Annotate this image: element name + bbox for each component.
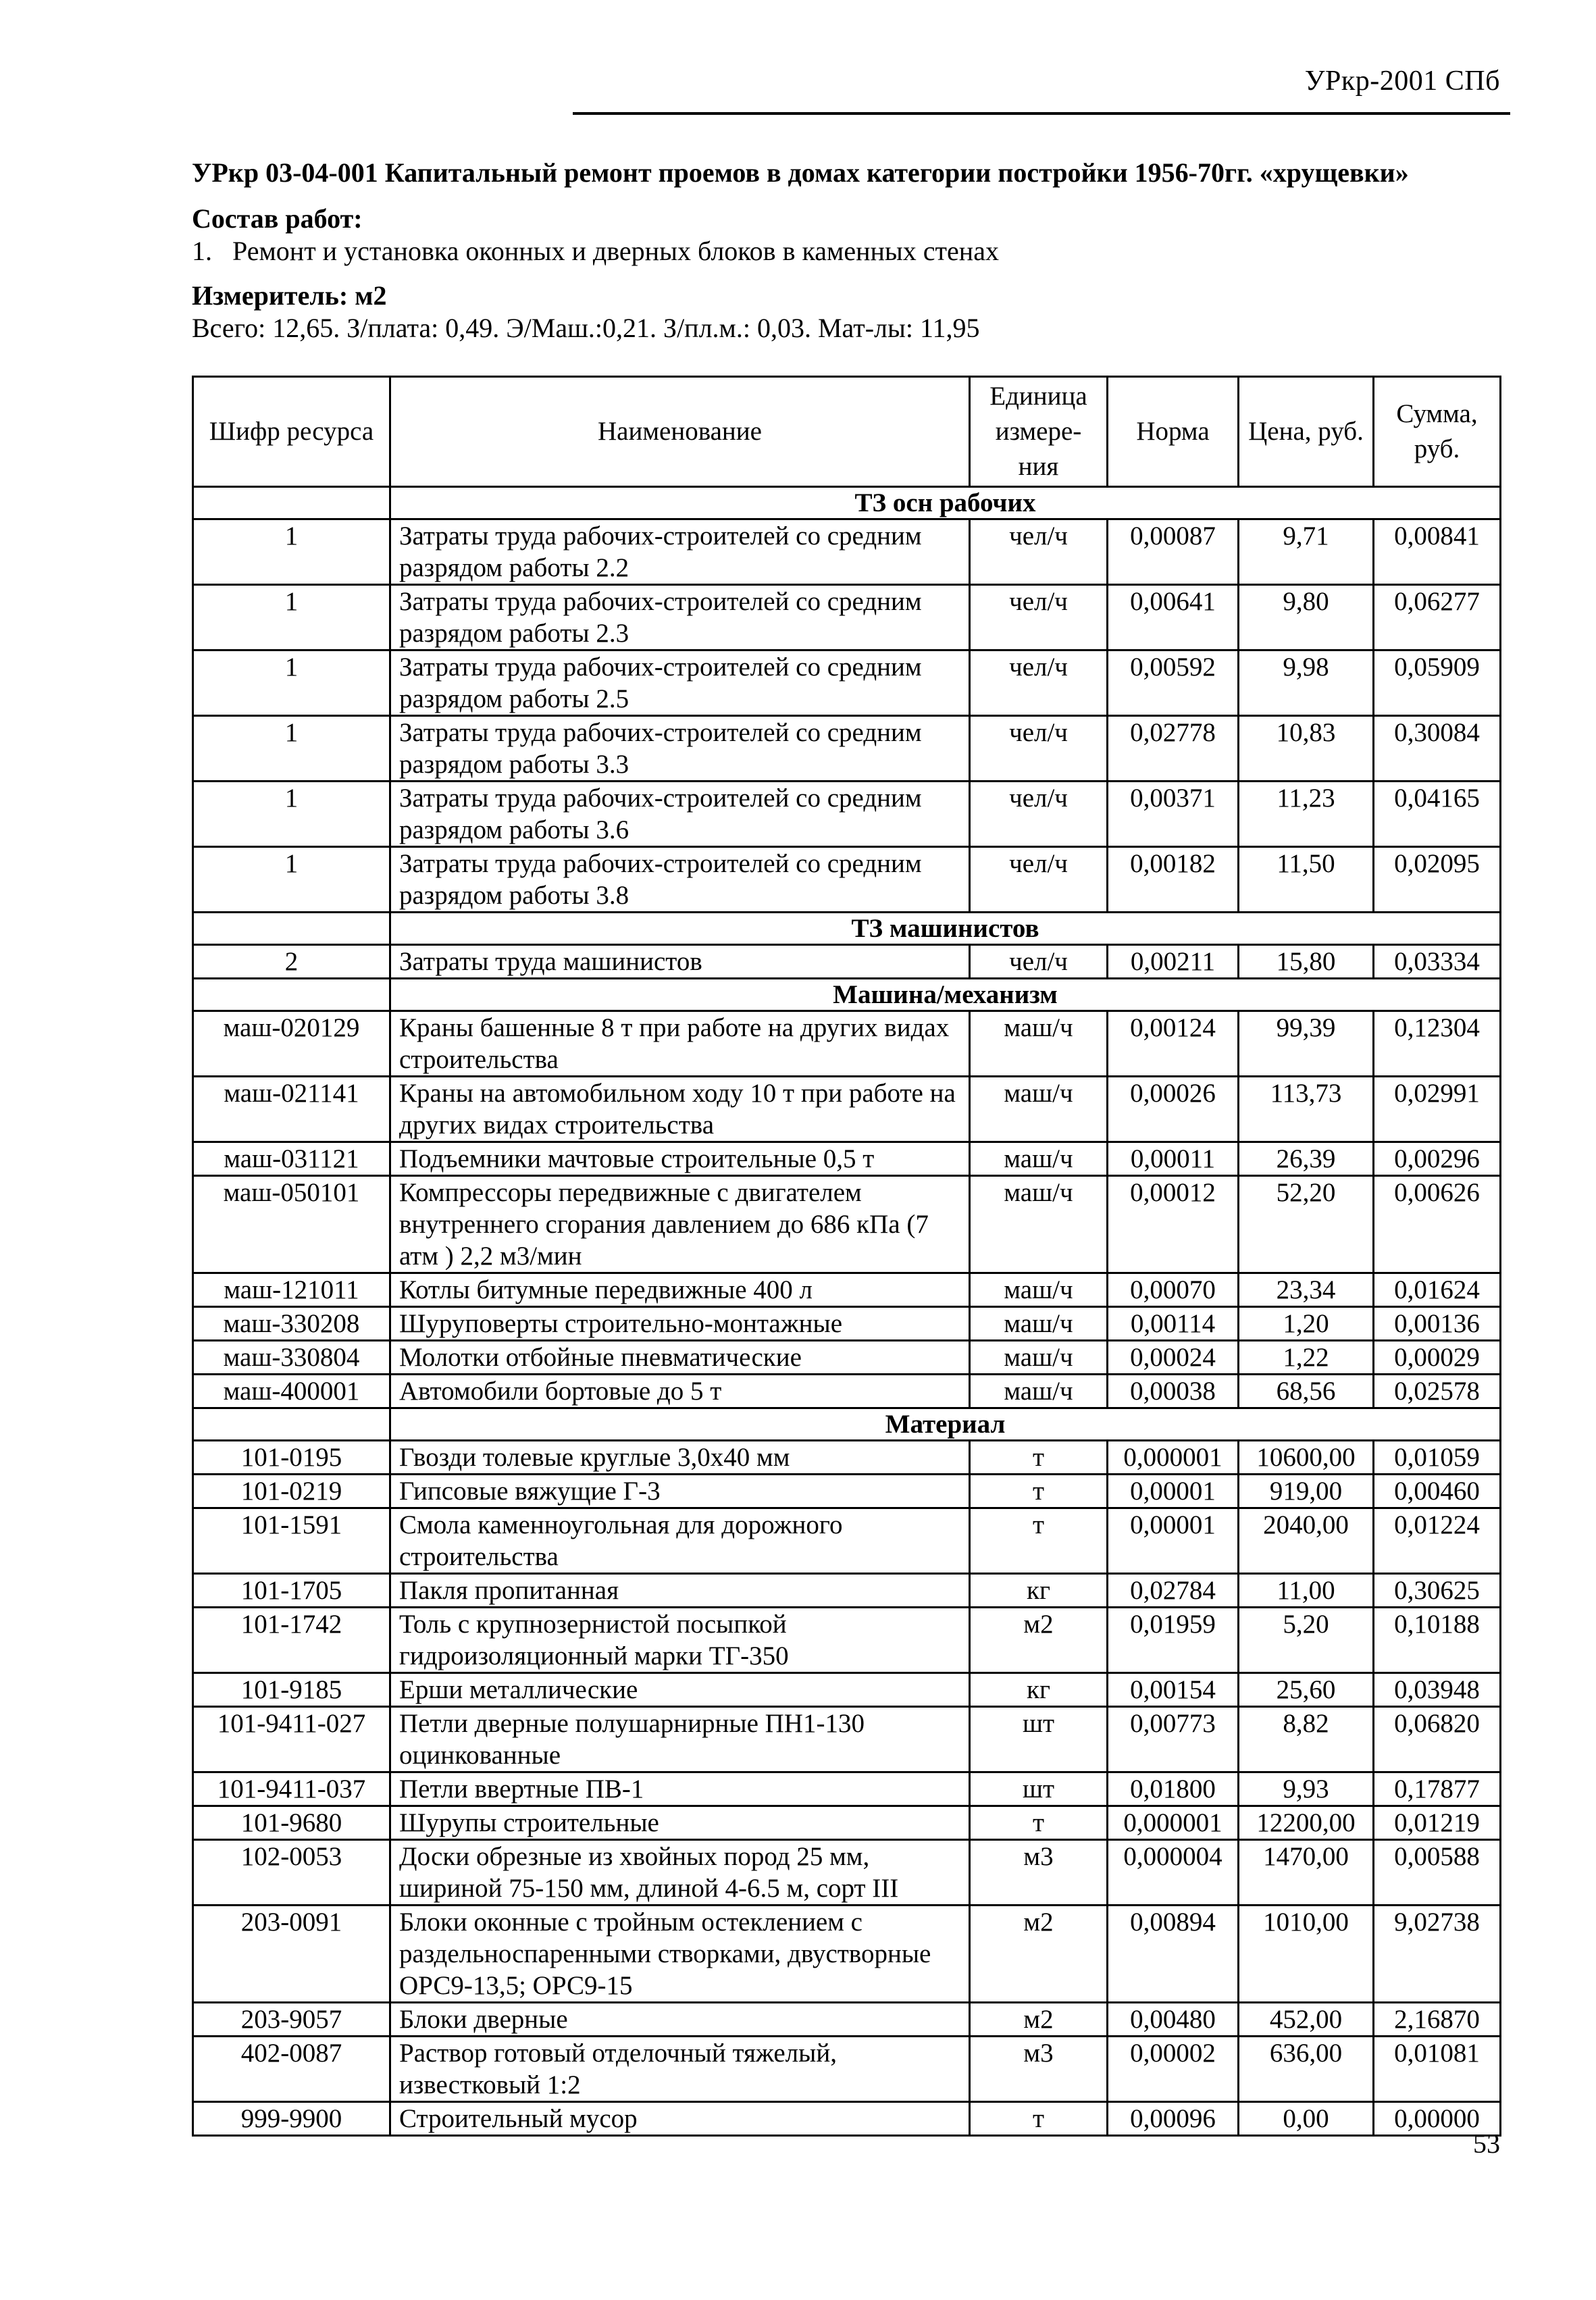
resource-code: 101-9680 bbox=[193, 1806, 390, 1840]
sum-cell: 0,01624 bbox=[1374, 1273, 1501, 1307]
resource-code: 102-0053 bbox=[193, 1840, 390, 1906]
unit-cell: маш/ч bbox=[970, 1176, 1108, 1273]
resource-code: 101-9185 bbox=[193, 1673, 390, 1707]
resource-code: 1 bbox=[193, 782, 390, 847]
unit-cell: маш/ч bbox=[970, 1341, 1108, 1375]
norm-cell: 0,00154 bbox=[1108, 1673, 1239, 1707]
sum-cell: 0,00296 bbox=[1374, 1142, 1501, 1176]
norm-cell: 0,000001 bbox=[1108, 1806, 1239, 1840]
sum-cell: 0,00029 bbox=[1374, 1341, 1501, 1375]
resource-name: Блоки дверные bbox=[390, 2003, 970, 2037]
price-cell: 12200,00 bbox=[1239, 1806, 1374, 1840]
unit-cell: маш/ч bbox=[970, 1142, 1108, 1176]
resource-name: Затраты труда машинистов bbox=[390, 945, 970, 979]
price-cell: 1010,00 bbox=[1239, 1906, 1374, 2003]
unit-cell: чел/ч bbox=[970, 716, 1108, 782]
table-row bbox=[193, 1441, 1501, 1475]
resource-name: Гвозди толевые круглые 3,0х40 мм bbox=[390, 1441, 970, 1475]
resource-code: 1 bbox=[193, 650, 390, 716]
resource-name: Гипсовые вяжущие Г-3 bbox=[390, 1475, 970, 1508]
resource-name: Компрессоры передвижные с двигателем внутреннего сгорания давлением до 686 кПа (7 атм ) 2,2 м3/мин bbox=[390, 1176, 970, 1273]
resource-name: Петли дверные полушарнирные ПН1-130 оцинкованные bbox=[390, 1707, 970, 1772]
section-title: Материал bbox=[390, 1408, 1501, 1441]
price-cell: 11,50 bbox=[1239, 847, 1374, 913]
norm-cell: 0,00002 bbox=[1108, 2037, 1239, 2102]
section-title: ТЗ машинистов bbox=[390, 913, 1501, 945]
section-title: Машина/механизм bbox=[390, 979, 1501, 1011]
resource-code: 101-1742 bbox=[193, 1608, 390, 1673]
resource-name: Ерши металлические bbox=[390, 1673, 970, 1707]
norm-cell: 0,00096 bbox=[1108, 2102, 1239, 2136]
table-row bbox=[193, 716, 1501, 782]
section-header-row bbox=[193, 487, 1501, 519]
sum-cell: 0,06820 bbox=[1374, 1707, 1501, 1772]
resource-name: Смола каменноугольная для дорожного строительства bbox=[390, 1508, 970, 1574]
resource-name: Затраты труда рабочих-строителей со средним разрядом работы 3.3 bbox=[390, 716, 970, 782]
resource-name: Шуруповерты строительно-монтажные bbox=[390, 1307, 970, 1341]
norm-cell: 0,00114 bbox=[1108, 1307, 1239, 1341]
price-cell: 1470,00 bbox=[1239, 1840, 1374, 1906]
price-cell: 11,00 bbox=[1239, 1574, 1374, 1608]
table-row bbox=[193, 1341, 1501, 1375]
price-cell: 99,39 bbox=[1239, 1011, 1374, 1077]
resource-name: Пакля пропитанная bbox=[390, 1574, 970, 1608]
sum-cell: 0,01059 bbox=[1374, 1441, 1501, 1475]
table-row bbox=[193, 1574, 1501, 1608]
norm-cell: 0,00012 bbox=[1108, 1176, 1239, 1273]
resource-code: маш-020129 bbox=[193, 1011, 390, 1077]
table-body bbox=[193, 487, 1501, 2136]
price-cell: 1,20 bbox=[1239, 1307, 1374, 1341]
unit-cell: т bbox=[970, 2102, 1108, 2136]
resource-code: 1 bbox=[193, 716, 390, 782]
resource-name: Шурупы строительные bbox=[390, 1806, 970, 1840]
table-row bbox=[193, 585, 1501, 650]
unit-cell: чел/ч bbox=[970, 650, 1108, 716]
section-blank-cell bbox=[193, 979, 390, 1011]
resource-code: 101-1591 bbox=[193, 1508, 390, 1574]
unit-cell: маш/ч bbox=[970, 1307, 1108, 1341]
unit-cell: маш/ч bbox=[970, 1273, 1108, 1307]
table-row bbox=[193, 1375, 1501, 1408]
unit-cell: м3 bbox=[970, 2037, 1108, 2102]
table-row bbox=[193, 650, 1501, 716]
resource-name: Строительный мусор bbox=[390, 2102, 970, 2136]
norm-cell: 0,00038 bbox=[1108, 1375, 1239, 1408]
resource-name: Затраты труда рабочих-строителей со средним разрядом работы 3.6 bbox=[390, 782, 970, 847]
sum-cell: 0,01081 bbox=[1374, 2037, 1501, 2102]
unit-cell: кг bbox=[970, 1673, 1108, 1707]
resource-code: 999-9900 bbox=[193, 2102, 390, 2136]
resource-code: 101-9411-027 bbox=[193, 1707, 390, 1772]
unit-cell: маш/ч bbox=[970, 1011, 1108, 1077]
norm-cell: 0,000004 bbox=[1108, 1840, 1239, 1906]
section-header-row bbox=[193, 979, 1501, 1011]
table-row bbox=[193, 1142, 1501, 1176]
resource-name: Котлы битумные передвижные 400 л bbox=[390, 1273, 970, 1307]
resource-name: Подъемники мачтовые строительные 0,5 т bbox=[390, 1142, 970, 1176]
sum-cell: 0,00626 bbox=[1374, 1176, 1501, 1273]
unit-cell: т bbox=[970, 1508, 1108, 1574]
unit-cell: м2 bbox=[970, 1608, 1108, 1673]
price-cell: 9,93 bbox=[1239, 1772, 1374, 1806]
resource-code: 1 bbox=[193, 585, 390, 650]
column-header: Единица измере-ния bbox=[970, 377, 1108, 487]
unit-cell: чел/ч bbox=[970, 847, 1108, 913]
norm-cell: 0,00024 bbox=[1108, 1341, 1239, 1375]
price-cell: 26,39 bbox=[1239, 1142, 1374, 1176]
resource-name: Затраты труда рабочих-строителей со средним разрядом работы 2.3 bbox=[390, 585, 970, 650]
resource-name: Блоки оконные с тройным остеклением с раздельноспаренными створками, двустворные ОРС9-13,5; ОРС9-15 bbox=[390, 1906, 970, 2003]
section-title: ТЗ осн рабочих bbox=[390, 487, 1501, 519]
price-cell: 919,00 bbox=[1239, 1475, 1374, 1508]
unit-cell: т bbox=[970, 1475, 1108, 1508]
resource-code: 203-9057 bbox=[193, 2003, 390, 2037]
price-cell: 1,22 bbox=[1239, 1341, 1374, 1375]
resource-code: маш-400001 bbox=[193, 1375, 390, 1408]
section-header-row bbox=[193, 913, 1501, 945]
norm-cell: 0,00480 bbox=[1108, 2003, 1239, 2037]
sum-cell: 0,30625 bbox=[1374, 1574, 1501, 1608]
composition-label: Состав работ: bbox=[192, 203, 363, 234]
resource-name: Краны на автомобильном ходу 10 т при работе на других видах строительства bbox=[390, 1077, 970, 1142]
price-cell: 9,80 bbox=[1239, 585, 1374, 650]
resource-code: 2 bbox=[193, 945, 390, 979]
norm-cell: 0,00087 bbox=[1108, 519, 1239, 585]
norm-cell: 0,00211 bbox=[1108, 945, 1239, 979]
price-cell: 9,71 bbox=[1239, 519, 1374, 585]
price-cell: 23,34 bbox=[1239, 1273, 1374, 1307]
unit-cell: шт bbox=[970, 1707, 1108, 1772]
resource-name: Петли ввертные ПВ-1 bbox=[390, 1772, 970, 1806]
composition-item: 1. Ремонт и установка оконных и дверных блоков в каменных стенах bbox=[192, 236, 999, 266]
section-blank-cell bbox=[193, 913, 390, 945]
table-row bbox=[193, 1176, 1501, 1273]
sum-cell: 9,02738 bbox=[1374, 1906, 1501, 2003]
resource-code: 101-1705 bbox=[193, 1574, 390, 1608]
totals-line: Всего: 12,65. З/плата: 0,49. Э/Маш.:0,21. З/пл.м.: 0,03. Мат-лы: 11,95 bbox=[192, 313, 980, 343]
sum-cell: 0,10188 bbox=[1374, 1608, 1501, 1673]
price-cell: 636,00 bbox=[1239, 2037, 1374, 2102]
norm-cell: 0,00592 bbox=[1108, 650, 1239, 716]
norm-cell: 0,00371 bbox=[1108, 782, 1239, 847]
norm-cell: 0,00894 bbox=[1108, 1906, 1239, 2003]
sum-cell: 0,17877 bbox=[1374, 1772, 1501, 1806]
sum-cell: 0,01219 bbox=[1374, 1806, 1501, 1840]
price-cell: 5,20 bbox=[1239, 1608, 1374, 1673]
sum-cell: 0,05909 bbox=[1374, 650, 1501, 716]
table-row bbox=[193, 1608, 1501, 1673]
unit-cell: чел/ч bbox=[970, 585, 1108, 650]
price-cell: 9,98 bbox=[1239, 650, 1374, 716]
price-cell: 2040,00 bbox=[1239, 1508, 1374, 1574]
price-cell: 0,00 bbox=[1239, 2102, 1374, 2136]
unit-cell: чел/ч bbox=[970, 945, 1108, 979]
sum-cell: 0,00460 bbox=[1374, 1475, 1501, 1508]
table-row bbox=[193, 519, 1501, 585]
price-cell: 11,23 bbox=[1239, 782, 1374, 847]
resource-code: 402-0087 bbox=[193, 2037, 390, 2102]
unit-cell: т bbox=[970, 1806, 1108, 1840]
resource-code: маш-330208 bbox=[193, 1307, 390, 1341]
norm-cell: 0,000001 bbox=[1108, 1441, 1239, 1475]
table-row bbox=[193, 1011, 1501, 1077]
price-cell: 452,00 bbox=[1239, 2003, 1374, 2037]
sum-cell: 0,06277 bbox=[1374, 585, 1501, 650]
resource-code: маш-031121 bbox=[193, 1142, 390, 1176]
price-cell: 25,60 bbox=[1239, 1673, 1374, 1707]
norm-cell: 0,00001 bbox=[1108, 1475, 1239, 1508]
resource-code: 1 bbox=[193, 519, 390, 585]
table-row bbox=[193, 945, 1501, 979]
norm-cell: 0,00641 bbox=[1108, 585, 1239, 650]
resource-name: Автомобили бортовые до 5 т bbox=[390, 1375, 970, 1408]
table-row bbox=[193, 2037, 1501, 2102]
header-rule bbox=[573, 112, 1510, 115]
norm-cell: 0,00182 bbox=[1108, 847, 1239, 913]
table-row bbox=[193, 1077, 1501, 1142]
table-row bbox=[193, 782, 1501, 847]
unit-cell: м2 bbox=[970, 1906, 1108, 2003]
meter-label: Измеритель: м2 bbox=[192, 280, 387, 311]
resource-name: Молотки отбойные пневматические bbox=[390, 1341, 970, 1375]
running-header: УРкр-2001 СПб bbox=[1304, 66, 1500, 97]
resource-name: Затраты труда рабочих-строителей со средним разрядом работы 2.5 bbox=[390, 650, 970, 716]
unit-cell: маш/ч bbox=[970, 1375, 1108, 1408]
sum-cell: 0,01224 bbox=[1374, 1508, 1501, 1574]
sum-cell: 0,00588 bbox=[1374, 1840, 1501, 1906]
column-header: Цена, руб. bbox=[1239, 377, 1374, 487]
column-header: Шифр ресурса bbox=[193, 377, 390, 487]
sum-cell: 0,03334 bbox=[1374, 945, 1501, 979]
column-header: Норма bbox=[1108, 377, 1239, 487]
unit-cell: чел/ч bbox=[970, 519, 1108, 585]
unit-cell: шт bbox=[970, 1772, 1108, 1806]
norm-cell: 0,00070 bbox=[1108, 1273, 1239, 1307]
unit-cell: м3 bbox=[970, 1840, 1108, 1906]
table-row bbox=[193, 1475, 1501, 1508]
section-blank-cell bbox=[193, 1408, 390, 1441]
sum-cell: 0,03948 bbox=[1374, 1673, 1501, 1707]
resource-name: Доски обрезные из хвойных пород 25 мм, шириной 75-150 мм, длиной 4-6.5 м, сорт III bbox=[390, 1840, 970, 1906]
price-cell: 113,73 bbox=[1239, 1077, 1374, 1142]
norm-cell: 0,00026 bbox=[1108, 1077, 1239, 1142]
table-row bbox=[193, 2003, 1501, 2037]
resource-code: маш-050101 bbox=[193, 1176, 390, 1273]
unit-cell: т bbox=[970, 1441, 1108, 1475]
resource-code: 101-9411-037 bbox=[193, 1772, 390, 1806]
resource-name: Затраты труда рабочих-строителей со средним разрядом работы 3.8 bbox=[390, 847, 970, 913]
table-row bbox=[193, 1307, 1501, 1341]
sum-cell: 0,02991 bbox=[1374, 1077, 1501, 1142]
resource-name: Краны башенные 8 т при работе на других видах строительства bbox=[390, 1011, 970, 1077]
table-row bbox=[193, 1673, 1501, 1707]
norm-cell: 0,01959 bbox=[1108, 1608, 1239, 1673]
resource-name: Толь с крупнозернистой посыпкой гидроизоляционный марки ТГ-350 bbox=[390, 1608, 970, 1673]
table-row bbox=[193, 1707, 1501, 1772]
sum-cell: 0,02095 bbox=[1374, 847, 1501, 913]
table-row bbox=[193, 1508, 1501, 1574]
resource-code: 101-0219 bbox=[193, 1475, 390, 1508]
table-row bbox=[193, 847, 1501, 913]
price-cell: 10600,00 bbox=[1239, 1441, 1374, 1475]
price-cell: 8,82 bbox=[1239, 1707, 1374, 1772]
resource-code: 101-0195 bbox=[193, 1441, 390, 1475]
section-header-row bbox=[193, 1408, 1501, 1441]
table-row bbox=[193, 1906, 1501, 2003]
table-row bbox=[193, 1273, 1501, 1307]
column-header: Наименование bbox=[390, 377, 970, 487]
table-row bbox=[193, 2102, 1501, 2136]
norm-cell: 0,01800 bbox=[1108, 1772, 1239, 1806]
norm-cell: 0,00001 bbox=[1108, 1508, 1239, 1574]
column-header: Сумма, руб. bbox=[1374, 377, 1501, 487]
resource-code: 1 bbox=[193, 847, 390, 913]
resource-code: маш-330804 bbox=[193, 1341, 390, 1375]
price-cell: 15,80 bbox=[1239, 945, 1374, 979]
resource-name: Раствор готовый отделочный тяжелый, известковый 1:2 bbox=[390, 2037, 970, 2102]
norm-cell: 0,02778 bbox=[1108, 716, 1239, 782]
table-row bbox=[193, 1840, 1501, 1906]
table-row bbox=[193, 1806, 1501, 1840]
price-cell: 52,20 bbox=[1239, 1176, 1374, 1273]
section-blank-cell bbox=[193, 487, 390, 519]
unit-cell: кг bbox=[970, 1574, 1108, 1608]
unit-cell: маш/ч bbox=[970, 1077, 1108, 1142]
norm-cell: 0,00011 bbox=[1108, 1142, 1239, 1176]
sum-cell: 0,00000 bbox=[1374, 2102, 1501, 2136]
page-number: 53 bbox=[1473, 2128, 1500, 2159]
resource-code: маш-021141 bbox=[193, 1077, 390, 1142]
norm-cell: 0,02784 bbox=[1108, 1574, 1239, 1608]
sum-cell: 0,12304 bbox=[1374, 1011, 1501, 1077]
unit-cell: чел/ч bbox=[970, 782, 1108, 847]
price-cell: 10,83 bbox=[1239, 716, 1374, 782]
price-cell: 68,56 bbox=[1239, 1375, 1374, 1408]
table-row bbox=[193, 1772, 1501, 1806]
sum-cell: 0,30084 bbox=[1374, 716, 1501, 782]
sum-cell: 2,16870 bbox=[1374, 2003, 1501, 2037]
norm-cell: 0,00773 bbox=[1108, 1707, 1239, 1772]
resource-code: 203-0091 bbox=[193, 1906, 390, 2003]
document-title: УРкр 03-04-001 Капитальный ремонт проемов в домах категории постройки 1956-70гг. «хрущевки» bbox=[192, 157, 1409, 188]
sum-cell: 0,00136 bbox=[1374, 1307, 1501, 1341]
table-header-row bbox=[193, 377, 1501, 487]
resource-code: маш-121011 bbox=[193, 1273, 390, 1307]
norm-cell: 0,00124 bbox=[1108, 1011, 1239, 1077]
sum-cell: 0,04165 bbox=[1374, 782, 1501, 847]
resource-name: Затраты труда рабочих-строителей со средним разрядом работы 2.2 bbox=[390, 519, 970, 585]
resource-table bbox=[192, 376, 1501, 2137]
sum-cell: 0,02578 bbox=[1374, 1375, 1501, 1408]
unit-cell: м2 bbox=[970, 2003, 1108, 2037]
sum-cell: 0,00841 bbox=[1374, 519, 1501, 585]
